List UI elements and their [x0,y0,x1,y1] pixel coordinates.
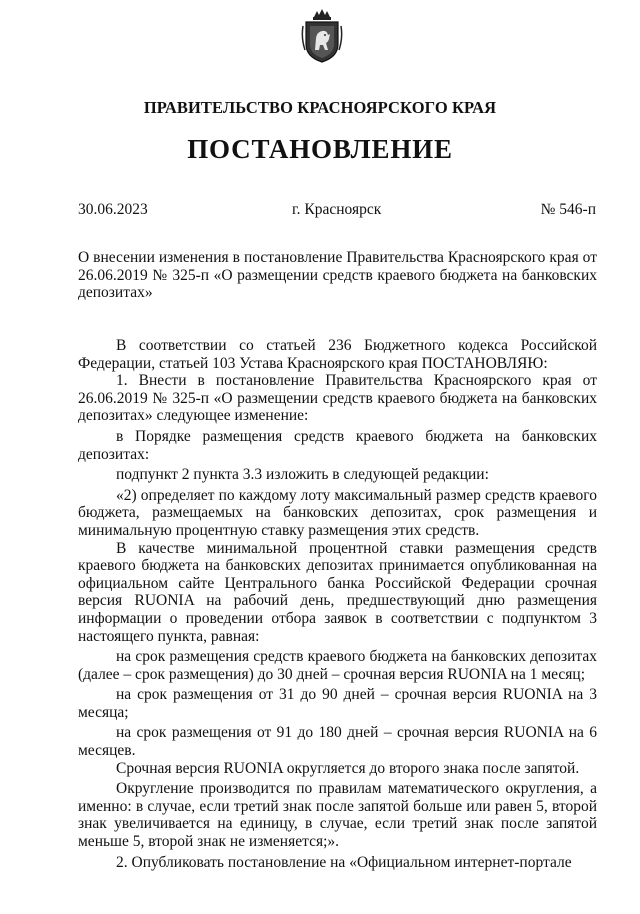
document-body [78,337,597,871]
body-paragraph: на срок размещения средств краевого бюджета на банковских депозитах (далее – срок размещения) до 30 дней – срочная версия RUONIA на 1 месяц; [78,648,597,683]
body-paragraph: В соответствии со статьей 236 Бюджетного кодекса Российской Федерации, статьей 103 Устава Красноярского края ПОСТАНОВЛЯЮ: [78,337,597,372]
body-paragraph: «2) определяет по каждому лоту максимальный размер средств краевого бюджета, размещаемых на банковских депозитах, срок размещения и минимальную процентную ставку размещения этих средств. [78,486,597,539]
body-paragraph: Округление производится по правилам математического округления, а именно: в случае, если третий знак после запятой больше или равен 5, второй знак увеличивается на единицу, в случае, если третий знак после запятой меньше 5, второй знак не изменяется;». [78,780,597,851]
body-paragraph: 1. Внести в постановление Правительства Красноярского края от 26.06.2019 № 325-п «О размещении средств краевого бюджета на банковских депозитах» следующее изменение: [78,372,597,425]
document-type-title: ПОСТАНОВЛЕНИЕ [187,134,453,164]
body-paragraph: на срок размещения от 91 до 180 дней – срочная версия RUONIA на 6 месяцев. [78,724,597,760]
body-paragraph: в Порядке размещения средств краевого бюджета на банковских депозитах: [78,427,597,463]
document-number: № 546-п [540,201,596,218]
document-subject: О внесении изменения в постановление Правительства Красноярского края от 26.06.2019 № 325-п «О размещении средств краевого бюджета на банковских депозитах» [78,249,597,301]
document-date: 30.06.2023 [78,201,148,218]
body-paragraph: подпункт 2 пункта 3.3 изложить в следующей редакции: [116,466,489,484]
body-paragraph: 2. Опубликовать постановление на «Официальном интернет-портале [116,853,572,871]
government-name: ПРАВИТЕЛЬСТВО КРАСНОЯРСКОГО КРАЯ [143,98,497,117]
document-city: г. Красноярск [292,201,382,218]
coat-of-arms-icon [301,8,343,64]
body-paragraph: В качестве минимальной процентной ставки размещения средств краевого бюджета на банковских депозитах принимается опубликованная на официальном сайте Центрального банка Российской Федерации срочная версия RUONIA на рабочий день, предшествующий дню размещения информации о проведении отбора заявок в соответствии с подпунктом 3 настоящего пункта, равная: [78,539,597,645]
body-paragraph: Срочная версия RUONIA округляется до второго знака после запятой. [116,759,580,777]
body-paragraph: на срок размещения от 31 до 90 дней – срочная версия RUONIA на 3 месяца; [78,686,597,721]
